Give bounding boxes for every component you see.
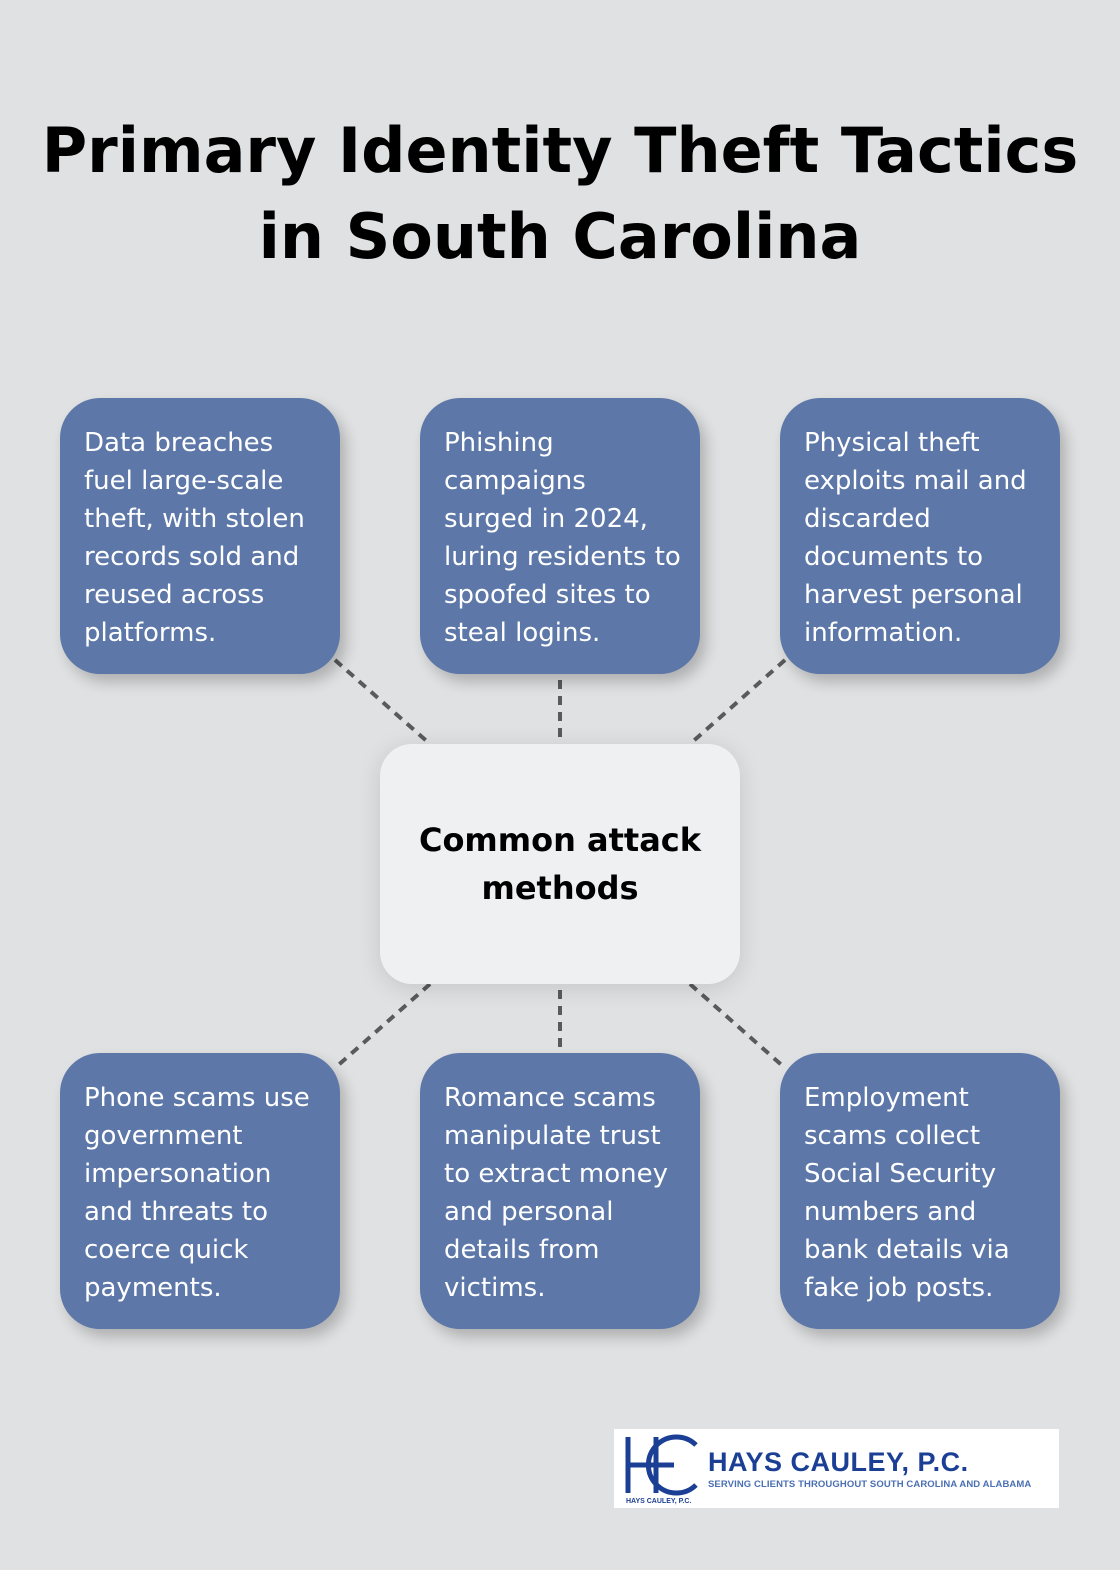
card-text: Physical theft exploits mail and discarded documents to harvest personal information. [804,428,1027,648]
card-text: Employment scams collect Social Security numbers and bank details via fake job posts. [804,1083,1010,1303]
logo-name: HAYS CAULEY, P.C. [708,1447,969,1477]
card-romance-scams [420,1053,700,1329]
card-phishing [420,398,700,674]
hc-monogram-icon [622,1433,702,1497]
center-node-label: Common attack methods [418,821,702,907]
card-text: Data breaches fuel large-scale theft, with stolen records sold and reused across platforms. [84,428,305,648]
title-line-1: Primary Identity Theft Tactics [41,114,1079,187]
title-line-2: in South Carolina [258,200,862,273]
logo-tagline: SERVING CLIENTS THROUGHOUT SOUTH CAROLINA AND ALABAMA [708,1479,1032,1490]
connector-top-left [335,660,430,744]
card-phone-scams [60,1053,340,1329]
connector-bottom-right [690,984,785,1068]
company-logo [614,1429,1059,1508]
connector-top-right [690,660,785,744]
card-employment-scams [780,1053,1060,1329]
connector-bottom-left [335,984,430,1068]
card-text: Romance scams manipulate trust to extract money and personal details from victims. [444,1083,668,1303]
card-text: Phishing campaigns surged in 2024, luring residents to spoofed sites to steal logins. [444,428,681,648]
card-data-breaches [60,398,340,674]
logo-small-text: HAYS CAULEY, P.C. [626,1498,692,1505]
center-node [380,744,740,984]
card-text: Phone scams use government impersonation and threats to coerce quick payments. [84,1083,310,1303]
card-physical-theft [780,398,1060,674]
